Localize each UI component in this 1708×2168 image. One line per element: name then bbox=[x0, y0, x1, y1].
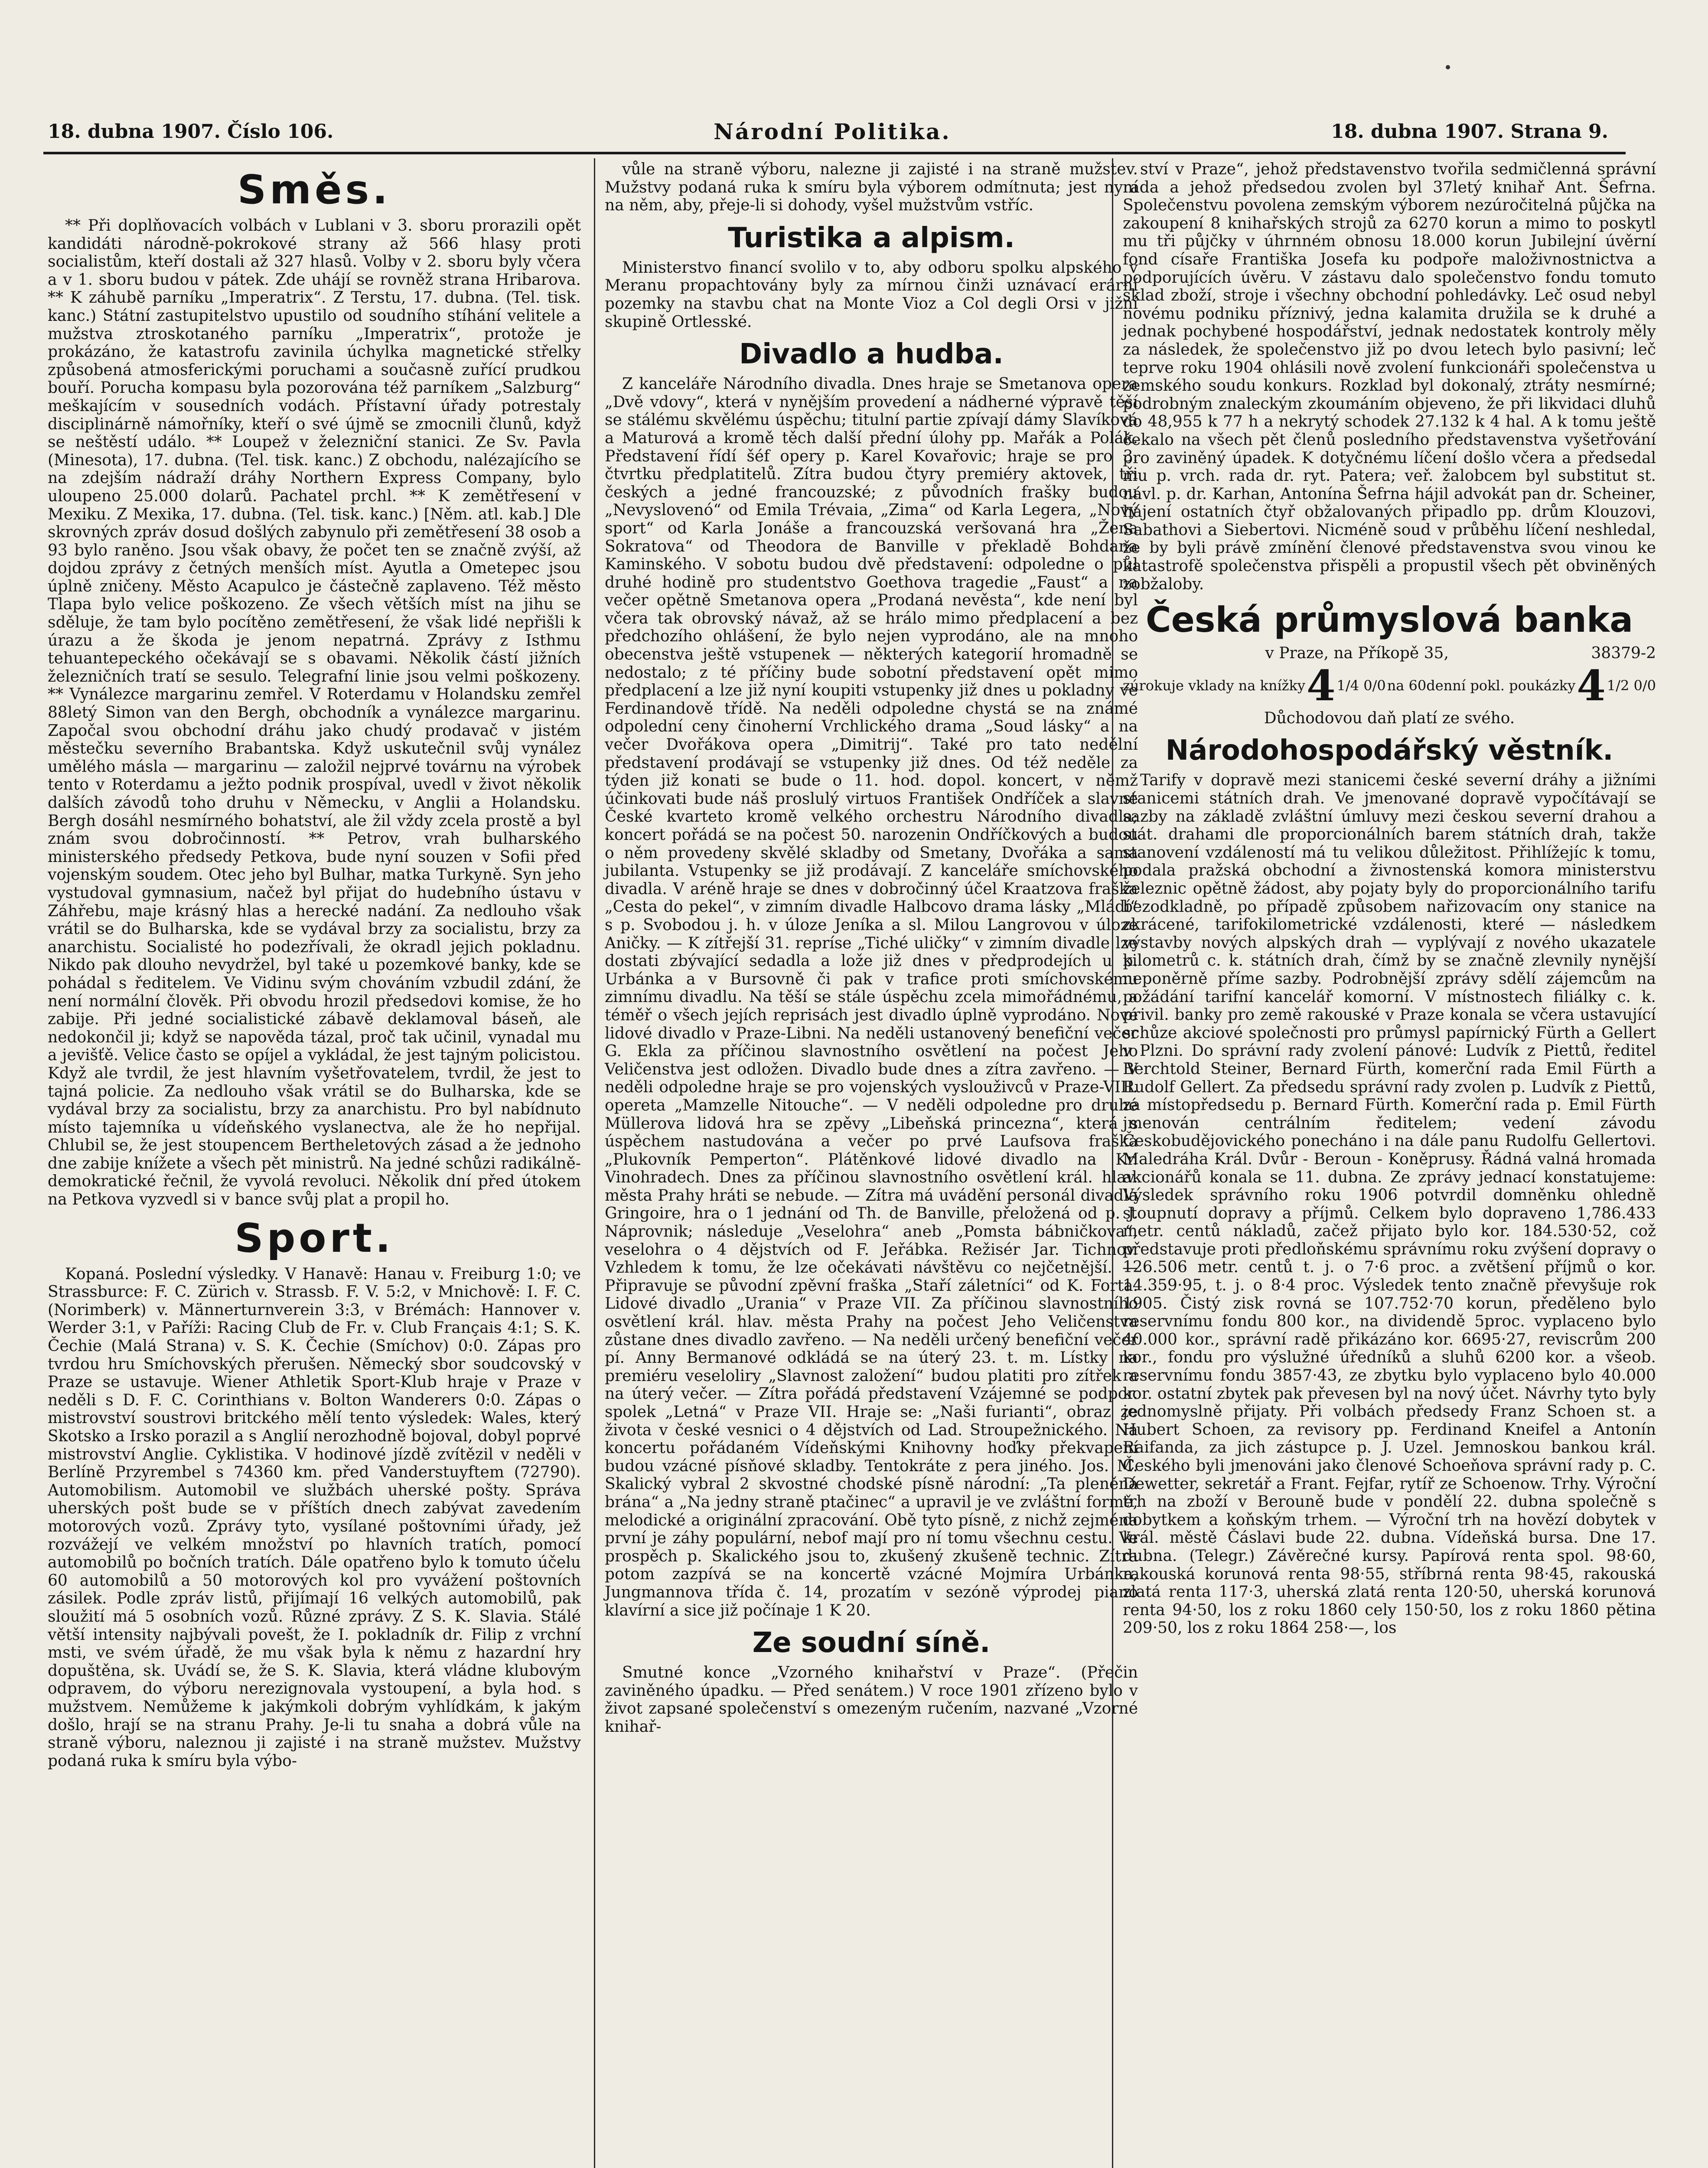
header-rule bbox=[43, 152, 1626, 154]
page-header bbox=[30, 116, 1634, 151]
bank-left-rate: 4 bbox=[1306, 661, 1336, 710]
bank-ad-address: v Praze, na Příkopě 35, 38379-2 bbox=[1265, 644, 1656, 663]
soud-continued: ství v Praze“, jehož představenstvo tvořila sedmičlenná správní rada a jehož předsedou zvolen byl 37letý knihař Ant. Šefrna. Společenstvu povolena zemským výborem nezúročitelná půjčka na zakoupení 8 knihařských strojů za 6270 korun a mimo to poskytl mu tři půjčky v úhrnném obnosu 18.000 korun Jubilejní úvěrní fond císaře Františka Josefa ku podpoře maloživnostnictva a podporujících úvěru. V zástavu dalo společenstvo fondu tomuto sklad zboží, stroje i všechny obchodní pohledávky. Leč osud nebyl novému podniku příznivý, jedna kalamita družila se k druhé a jednak pochybené hospodářství, jednak nedostatek kontroly měly za následek, že společenstvo již po dvou letech bylo pasivní; leč teprve roku 1904 ohlásili nově zvolení funkcionáři společenstva u zemského soudu konkurs. Rozklad byl dokonalý, ztráty nesmírné; podrobným znaleckým zkoumáním objeveno, že při likvidaci dluhů do 48,955 k 77 h a nekrytý schodek 27.132 k 4 hal. A k tomu ještě čekalo na všech pět členů posledního představenstva vyšetřování pro zaviněný úpadek. K dotyčnému líčení došlo včera a předsedal mu p. vrch. rada dr. ryt. Patera; veř. žalobcem byl substitut st. návl. p. dr. Karhan, Antonína Šefrna hájil advokát pan dr. Scheiner, hájení ostatních čtyř obžalovaných připadlo pp. drům Klouzovi, Sabathovi a Siebertovi. Nicméně soud v průběhu líčení neshledal, že by byli právě zmínění členové představenstva svou vinou ke katastrofě společenstva přispěli a propustil všech pět obviněných zobžaloby. bbox=[1123, 160, 1656, 593]
divadlo-body: Z kanceláře Národního divadla. Dnes hraje se Smetanova opera „Dvě vdovy“, která v nynějším provedení a nádherné výpravě těší se stálému skvělému úspěchu; titulní partie zpívají dámy Slavíková a Maturová a kromě těch další přední úlohy pp. Mařák a Polák. Představení řídí šéf opery p. Karel Kovařovic; hraje se pro 3. čtvrtku předplatitelů. Zítra budou čtyry premiéry aktovek, tři českých a jedné francouzské; z původních frašky budou „Nevyslovenó“ od Emila Trévaia, „Zima“ od Karla Legera, „Nový sport“ od Karla Jonáše a francouzská veršovaná hra „Žena Sokratova“ od Theodora de Banville v překladě Bohdana Kaminského. V sobotu budou dvě představení: odpoledne o půl druhé hodině pro studentstvo Goethova tragedie „Faust“ a na večer opětně Smetanova opera „Prodaná nevěsta“, kde není byl včera tak obrovský návaž, až se hrálo mimo předplacení a bez předchozího ohlášení, že bylo nejen vyprodáno, ale na mnoho obecenstva ještě vstupenek — některých kategorií hromadně se nedostalo; z té příčiny bude sobotní představení opět mimo předplacení a lze již nyní koupiti vstupenky již dnes u pokladny ve Ferdinandově třídě. Na neděli odpoledne chystá se na známé odpolední ceny činoherní Vrchlického drama „Soud lásky“ a na večer Dvořákova opera „Dimitrij“. Také pro tato nedělní představení prodávají se vstupenky již dnes. Od též neděle za týden již konati se bude o 11. hod. dopol. koncert, v němž účinkovati bude náš proslulý virtuos František Ondříček a slavné České kvarteto kromě velkého orchestru Národního divadla; koncert pořádá se na počest 50. narozenin Ondříčkových a budou o něm provedeny skvělé skladby od Smetany, Dvořáka a sama jubilanta. Vstupenky se již prodávají. Z kanceláře smíchovského divadla. V aréně hraje se dnes v dobročinný účel Kraatzova fraška „Cesta do pekel“, v zimním divadle Halbcovo drama lásky „Mládí“ s p. Svobodou j. h. v úloze Jeníka a sl. Milou Langrovou v úloze Aničky. — K zítřejší 31. repríse „Tiché uličky“ v zimním divadle lze dostati zbývající sedadla a lože již dnes v předprodejích u p. Urbánka a v Bursovně či pak v trafice proti smíchovskému zimnímu divadlu. Na těší se stále úspěchu zcela mimořádnému, a téměř o všech jejích reprisách jest divadlo úplně vyprodáno. Nové lidové divadlo v Praze-Libni. Na neděli ustanovený benefiční večer G. Ekla za příčinou slavnostního osvětlení na počest Jeho Veličenstva jest odložen. Divadlo bude dnes a zítra zavřeno. — V neděli odpoledne hraje se pro vojenských vyslouživců v Praze-VIII. opereta „Mamzelle Nitouche“. — V neděli odpoledne pro druhé Müllerova lidová hra se zpěvy „Libeňská princezna“, která s úspěchem nastudována a večer po prvé Laufsova fraška „Plukovník Pemperton“. Plátěnkové lidové divadlo na Kr. Vinohradech. Dnes za příčinou slavnostního osvětlení král. hlav. města Prahy hráti se nebude. — Zítra má uvádění personál divadla Gringoire, hra o 1 jednání od Th. de Banville, přeložená od p. J. Náprovnik; následuje „Veselohra“ aneb „Pomsta bábničkova“, veselohra o 4 dějstvích od F. Jeřábka. Režisér Jar. Tichnov. Vzhledem k tomu, že lze očekávati návštěvu co nejčetnější. — Připravuje se původní zpěvní fraška „Staří záletníci“ od K. Forta. Lidové divadlo „Urania“ v Praze VII. Za příčinou slavnostního osvětlení král. hlav. města Prahy na počest Jeho Veličenstva zůstane dnes divadlo zavřeno. — Na neděli určený benefiční večer pí. Anny Bermanové odkládá se na úterý 23. t. m. Lístky na premiéru veseloliry „Slavnost založení“ budou platiti pro zítřek a na úterý večer. — Zítra pořádá představení Vzájemné se podpor. spolek „Letná“ v Praze VII. Hraje se: „Naši furianti“, obraz ze života v české vesnici o 4 dějstvích od Lad. Stroupežnického. Na koncertu pořádaném Vídeňskými Knihovny hoďky překvapení budou vzácné písňové skladby. Tentokráte z pera jiného. Jos. M. Skalický vybral 2 skvostné chodské písně národní: „Ta pleněná brána“ a „Na jedny straně ptačinec“ a upravil je ve zvláštní formě, melodické a originální zpracování. Obě tyto písně, z nichž zejména první je záhy populární, nebof mají pro ní tomu všechnu cestu. Ve prospěch p. Skalického jsou to, zkušený zkušeně technic. Zítra potom zazpívá se na koncertě vzácné Mojmíra Urbánka, Jungmannova třída č. 14, prozatím v sezóně výprodej piano klavírní a sice již počínaje 1 K 20. bbox=[605, 375, 1138, 1619]
turistika-body: Ministerstvo financí svolilo v to, aby odboru spolku alpského v Meranu propachtovány byly za mírnou činži uznávací erární pozemky na stavbu chat na Monte Vioz a Col degli Orsi v jižní skupině Ortlesské. bbox=[605, 258, 1138, 331]
header-date-issue: 18. dubna 1907. Číslo 106. bbox=[48, 121, 334, 143]
section-title-sport: Sport. bbox=[235, 1215, 394, 1261]
column-divider-1 bbox=[594, 158, 595, 2168]
bank-ad-title: Česká průmyslová banka bbox=[1145, 600, 1633, 640]
masthead: Národní Politika. bbox=[714, 119, 951, 144]
bank-left-label: zúrokuje vklady na knížky bbox=[1123, 677, 1305, 694]
header-date-page: 18. dubna 1907. Strana 9. bbox=[1331, 121, 1608, 143]
bank-mid-label: na 60denní pokl. poukázky bbox=[1387, 677, 1576, 694]
narodohospodarsky-body: Tarify v dopravě mezi stanicemi české severní dráhy a jižními stanicemi státních drah. Ve jmenované dopravě vypočítávají se sazby na základě zvláštní úmluvy mezi českou severní drahou a stát. drahami dle proporcionálních barem státních drah, takže stanovení vzdáleností má tu velikou důležitost. Přihlížejíc k tomu, podala pražská obchodní a živnostenská komora ministerstvu železnic opětně žádost, aby pojaty byly do proporcionálního tarifu bezodkladně, po případě způsobem nařizovacím ony stanice na zkrácené, tarifokilometrické vzdálenosti, které — následkem výstavby nových alpských drah — vyplývají z nového ukazatele kilometrů c. k. státních drah, čímž by se značně zlevnily nynější neponěrně příme sazby. Podrobnější zprávy sdělí zájemcům na požádání tarifní kancelář komorní. V místnostech filiálky c. k. privil. banky pro země rakouské v Praze konala se včera ustavující schůze akciové společnosti pro průmysl papírnický Fürth a Gellert v Plzni. Do správní rady zvolení pánové: Ludvík z Piettů, ředitel Berchtold Steiner, Bernard Fürth, komerční rada Emil Fürth a Rudolf Gellert. Za předsedu správní rady zvolen p. Ludvík z Piettů, za místopředsedu p. Bernard Fürth. Komerční rada p. Emil Fürth jmenován centrálním ředitelem; vedení závodu Českobudějovického ponecháno i na dále panu Rudolfu Gellertovi. Maledráha Král. Dvůr - Beroun - Koněprusy. Řádná valná hromada akcionářů konala se 11. dubna. Ze zprávy jednací konstatujeme: Výsledek správního roku 1906 potvrdil domněnku ohledně stoupnutí dopravy a příjmů. Celkem bylo dopraveno 1,786.433 metr. centů nákladů, začež přijato bylo kor. 184.530·52, což představuje proti předloňskému správnímu roku zvýšení dopravy o 126.506 metr. centů t. j. o 7·6 proc. a zvětšení příjmů o kor. 14.359·95, t. j. o 8·4 proc. Výsledek tento značně převyšuje rok 1905. Čistý zisk rovná se 107.752·70 korun, předěleno bylo reservnímu fondu 800 kor., na dividendě 5proc. vyplaceno bylo 40.000 kor., správní radě přikázáno kor. 6695·27, reviscrům 200 kor., fondu pro výslužné úředníků a sluhů 6200 kor. a všeob. reservnímu fondu 3857·43, ze zbytku bylo vyplaceno bylo 40.000 kor. ostatní zbytek pak převesen byl na nový účet. Návrhy tyto byly jednomyslně přijaty. Při volbách předsedy Franz Schoen st. a Hubert Schoen, za revisory pp. Ferdinand Kneifel a Antonín Raifanda, za jich zástupce p. J. Uzel. Jemnoskou bankou král. Českého byli jmenováni jako členové Schoeňova správní rady p. C. Dewetter, sekretář a Frant. Fejfar, rytíř ze Schoenow. Trhy. Výroční trh na zboží v Berouně bude v pondělí 22. dubna společně s dobytkem a koňským trhem. — Výroční trh na hovězí dobytek v král. městě Čáslavi bude 22. dubna. Vídeňská bursa. Dne 17. dubna. (Telegr.) Závěrečné kursy. Papírová renta spol. 98·60, rakouská korunová renta 98·55, stříbrná renta 98·45, rakouská zlatá renta 117·3, uherská zlatá renta 120·50, uherská korunová renta 94·50, los z roku 1860 cely 150·50, los z roku 1860 pětina 209·50, los z roku 1864 258·—, los bbox=[1123, 771, 1656, 1637]
column-3 bbox=[1123, 160, 1656, 1639]
bank-ad-rates bbox=[1123, 661, 1656, 710]
section-title-narodohospodarsky: Národohospodářský věstník. bbox=[1165, 735, 1613, 767]
bank-ad-code: 38379-2 bbox=[1591, 644, 1656, 663]
print-speck bbox=[1446, 65, 1450, 69]
smes-body: ** Při doplňovacích volbách v Lublani v 3. sboru prorazili opět kandidáti národně-pokrokové strany až 566 hlasy proti socialistům, kteří dostali až 327 hlasů. Volby v 2. sboru byly včera a v 1. sboru budou v pátek. Zde uhájí se rovněž strana Hribarova. ** K záhubě parníku „Imperatrix“. Z Terstu, 17. dubna. (Tel. tisk. kanc.) Státní zastupitelstvo upustilo od soudního stíhání velitele a mužstva ztroskotaného parníku „Imperatrix“, protože je prokázáno, že katastrofu zavinila úchylka magnetické střelky způsobená atmosferickými poruchami a současně zuřící prudkou bouří. Porucha kompasu byla pozorována též parníkem „Salzburg“ meškajícím v sousedních vodách. Přístavní úřady potrestaly disciplinárně námořníky, kteří o své újmě se zmocnili člunů, když se neštěstí událo. ** Loupež v železniční stanici. Ze Sv. Pavla (Minesota), 17. dubna. (Tel. tisk. kanc.) Z obchodu, nalézajícího se na zdejším nádraží dráhy Northern Express Company, bylo uloupeno 25.000 dolarů. Pachatel prchl. ** K zemětřesení v Mexiku. Z Mexika, 17. dubna. (Tel. tisk. kanc.) [Něm. atl. kab.] Dle skrovných zpráv dosud došlých zabynulo při zemětřesení 38 osob a 93 bylo raněno. Jsou však obavy, že počet ten se značně zvýší, až dojdou zprávy z četných menších míst. Ayutla a Ometepec jsou úplně zničeny. Město Acapulco je částečně zaplaveno. Též město Tlapa bylo velice poškozeno. Ze všech větších míst na jihu se sděluje, že tam bylo pocítěno zemětřesení, že však lidé nepřišli k úrazu a že škoda je jenom nepatrná. Zprávy z Isthmu tehuantepeckého očekávají se s obavami. Několik částí jižních železničních tratí se sesulo. Telegrafní linie jsou velmi poškozeny. ** Vynálezce margarinu zemřel. V Roterdamu v Holandsku zemřel 88letý Simon van den Bergh, obchodník a vynálezce margarinu. Započal svou obchodní dráhu jako chudý prodavač v jistém městečku severního Brabantska. Když uskutečnil svůj vynález umělého másla — margarinu — založil nejprvé továrnu na výrobek tento v Roterdamu a ježto podnik prospíval, uvedl v život několik dalších závodů toho druhu v Německu, v Anglii a Holandsku. Bergh dosáhl nesmírného bohatství, ale žil vždy zcela prostě a byl znám svou dobročinností. ** Petrov, vrah bulharského ministerského předsedy Petkova, bude nyní souzen v Sofii před vojenským soudem. Otec jeho byl Bulhar, matka Turkyně. Syn jeho vystudoval gymnasium, načež byl přijat do hudebního ústavu v Záhřebu, maje krásný hlas a herecké nadání. Za nedlouho však vrátil se do Bulharska, kde se vydával brzy za socialistu, brzy za anarchistu. Socialisté ho podezřívali, že okradl jejich pokladnu. Nikdo pak dlouho nevydržel, byl také u pozemkové banky, kde se pohádal s ředitelem. Ve Vidinu svým chováním vzbudil zdání, že není normální člověk. Při obvodu hrozil předsedovi komise, že ho zabije. Při jedné socialistické zábavě deklamoval báseň, ale nedokončil ji; když se napověda tázal, proč tak učinil, vynadal mu a jevišťě. Velice často se opíjel a vykládal, že jest tajným policistou. Když ale tvrdil, že jest hlavním vyšetřovatelem, tvrdil, že jest to tajná policie. Za nedlouho však vrátil se do Bulharska, kde se vydával brzy za socialistu, brzy za anarchistu. Pro byl nabídnuto místo tajemníka u vídeňského vyslanectva, ale že ho nepřijal. Chlubil se, že jest stoupencem Bertheletových zásad a že jednoho dne zabije knížete a všech pět ministrů. Na jedné schůzi radikálně-demokratické řečnil, že vyvolá revoluci. Několik dní před útokem na Petkova vyzvedl si v bance svůj plat a propil ho. bbox=[48, 217, 581, 1209]
column-2 bbox=[605, 160, 1138, 1738]
sport-body: Kopaná. Poslední výsledky. V Hanavě: Hanau v. Freiburg 1:0; ve Strassburce: F. C. Zürich v. Strassb. F. V. 5:2, v Mnichově: I. F. C. (Norimberk) v. Männerturnverein 3:3, v Brémách: Hannover v. Werder 3:1, v Paříži: Racing Club de Fr. v. Club Français 4:1; S. K. Čechie (Malá Strana) v. S. K. Čechie (Smíchov) 0:0. Zápas pro tvrdou hru Smíchovských přerušen. Německý sbor soudcovský v Praze se ustavuje. Wiener Athletik Sport-Klub hraje v Praze v neděli s D. F. C. Corinthians v. Bolton Wanderers 0:0. Zápas o mistrovství soustrovi britckého mělí tento výsledek: Wales, který Skotsko a Irsko porazil a s Anglií nerozhodně bojoval, dobyl poprvé mistrovství Anglie. Cyklistika. V hodinové jízdě zvítězil v neděli v Berlíně Przyrembel s 74360 km. před Vanderstuyftem (72790). Automobilism. Automobil ve službách uherské pošty. Správa uherských pošt bude se v příštích dnech zabývat zavedením motorových vozů. Zprávy tyto, vysílané poštovními úřady, jež rozvážejí ve velkém množství po hlavních tratích, pomocí automobilů po bočních tratích. Dále opatřeno bylo k tomuto účelu 60 automobilů a 50 motorových kol pro vyvážení poštovních zásilek. Podle zpráv listů, přijímají 16 velkých automobilů, pak sloužití má 5 osobních vozů. Různé zprávy. Z S. K. Slavia. Stálé větší intensity najbývali povešt, že I. pokladník dr. Filip z vrchní msti, ve svém úřadě, že mu však byla k němu z hazardní hry dopuštěna, sk. Uvádí se, že S. K. Slavia, která vládne klubovým odpravem, do výboru nerezignovala vystoupení, a byla hod. s mužstvem. Nemůžeme k jakýmkoli dobrým vyhlídkám, k jakým došlo, hrají se na stranu Prahy. Je-li tu snaha a dobrá vůle na straně výboru, naleznou ji zajisté i na straně mužstev. Mužstvy podaná ruka k smíru byla výbo- bbox=[48, 1265, 581, 1770]
col2-intro: vůle na straně výboru, nalezne ji zajisté i na straně mužstev. Mužstvy podaná ruka k smíru byla výborem odmítnuta; jest nyní na něm, aby, přeje-li si dohody, vyšel mužstvům vstříc. bbox=[605, 160, 1138, 215]
section-title-smes: Směs. bbox=[237, 167, 391, 213]
section-title-turistika: Turistika a alpism. bbox=[728, 222, 1015, 254]
bank-right-rate: 4 bbox=[1577, 661, 1606, 710]
section-title-divadlo: Divadlo a hudba. bbox=[739, 338, 1004, 371]
bank-tax-note: Důchodovou daň platí ze svého. bbox=[1264, 709, 1515, 727]
column-1 bbox=[48, 160, 581, 1772]
section-title-soud: Ze soudní síně. bbox=[752, 1627, 991, 1659]
bank-left-fraction: 1/4 0/0 bbox=[1336, 677, 1386, 694]
bank-right-fraction: 1/2 0/0 bbox=[1607, 677, 1656, 694]
soud-body: Smutné konce „Vzorného knihařství v Praze“. (Přečin zaviněného úpadku. — Před senátem.) V roce 1901 zřízeno bylo v život zapsané společenství s omezeným ručením, nazvané „Vzorné knihař- bbox=[605, 1664, 1138, 1736]
